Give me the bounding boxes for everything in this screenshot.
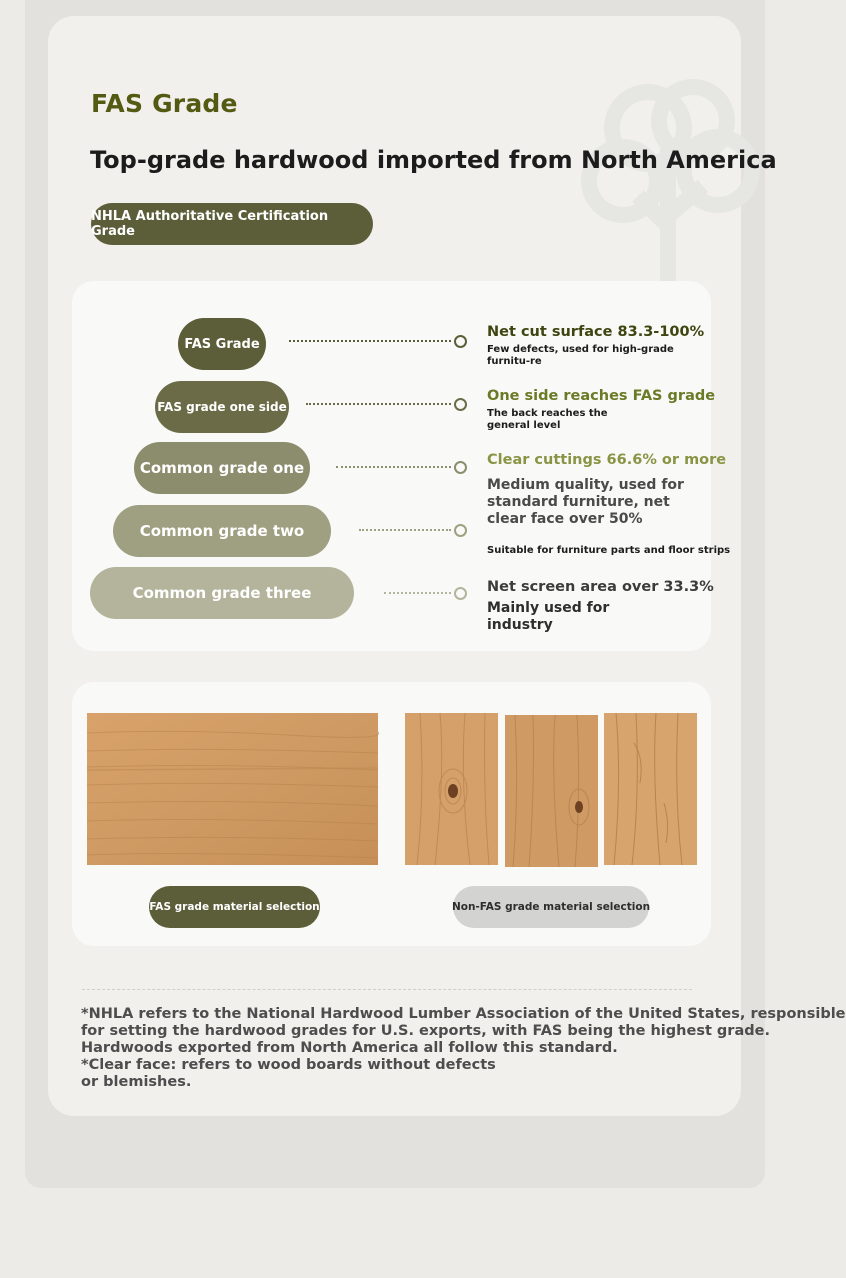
connector-dots (306, 403, 451, 405)
connector-ring-icon (454, 524, 467, 537)
connector-ring-icon (454, 461, 467, 474)
connector-dots (359, 529, 451, 531)
non-fas-wood-board-image (505, 715, 598, 867)
fas-material-label: FAS grade material selection (149, 886, 320, 928)
grade-description-fas (487, 324, 705, 368)
fas-wood-board-image (87, 713, 378, 865)
grade-pill-common-two: Common grade two (113, 505, 331, 557)
footnote-line: *Clear face: refers to wood boards without defects (81, 1057, 496, 1073)
non-fas-material-label: Non-FAS grade material selection (453, 886, 649, 928)
connector-ring-icon (454, 335, 467, 348)
connector-dots (336, 466, 451, 468)
content-card (48, 16, 846, 1116)
connector-ring-icon (454, 587, 467, 600)
description-detail: The back reaches the general level (487, 408, 608, 431)
grade-pill-common-three: Common grade three (90, 567, 354, 619)
page-headline: Top-grade hardwood imported from North America (90, 146, 777, 174)
section-title: FAS Grade (91, 89, 238, 118)
non-fas-wood-board-image (604, 713, 697, 865)
connector-dots (289, 340, 451, 342)
divider (82, 989, 692, 990)
footnote (81, 1006, 846, 1091)
grade-description-common-one (487, 452, 727, 528)
grade-description-fas-one-side (487, 388, 716, 432)
connector-ring-icon (454, 398, 467, 411)
footnote-line: *NHLA refers to the National Hardwood Lumber Association of the United States, responsible (81, 1006, 846, 1022)
grade-pill-fas-one-side: FAS grade one side (155, 381, 289, 433)
description-detail: Mainly used for industry (487, 600, 610, 633)
footnote-line: Hardwoods exported from North America all follow this standard. (81, 1040, 618, 1056)
description-headline: Clear cuttings 66.6% or more (487, 452, 727, 468)
non-fas-wood-board-image (405, 713, 498, 865)
certification-badge: NHLA Authoritative Certification Grade (91, 203, 373, 245)
connector-dots (384, 592, 451, 594)
grade-description-common-three (487, 579, 714, 634)
grade-pill-common-one: Common grade one (134, 442, 310, 494)
footnote-line: or blemishes. (81, 1074, 192, 1090)
description-headline: Net screen area over 33.3% (487, 579, 714, 595)
material-comparison-panel (72, 682, 711, 946)
tree-watermark-icon (568, 76, 778, 306)
description-detail: Medium quality, used for standard furniture, net clear face over 50% (487, 477, 684, 527)
grade-description-common-two (487, 541, 731, 557)
footnote-line: for setting the hardwood grades for U.S. exports, with FAS being the highest grade. (81, 1023, 770, 1039)
description-detail: Few defects, used for high-grade furnitu-re (487, 344, 674, 367)
grade-pill-fas: FAS Grade (178, 318, 266, 370)
description-headline: One side reaches FAS grade (487, 388, 716, 404)
description-detail: Suitable for furniture parts and floor strips (487, 545, 731, 556)
grade-comparison-panel (72, 281, 731, 651)
description-headline: Net cut surface 83.3-100% (487, 324, 705, 340)
